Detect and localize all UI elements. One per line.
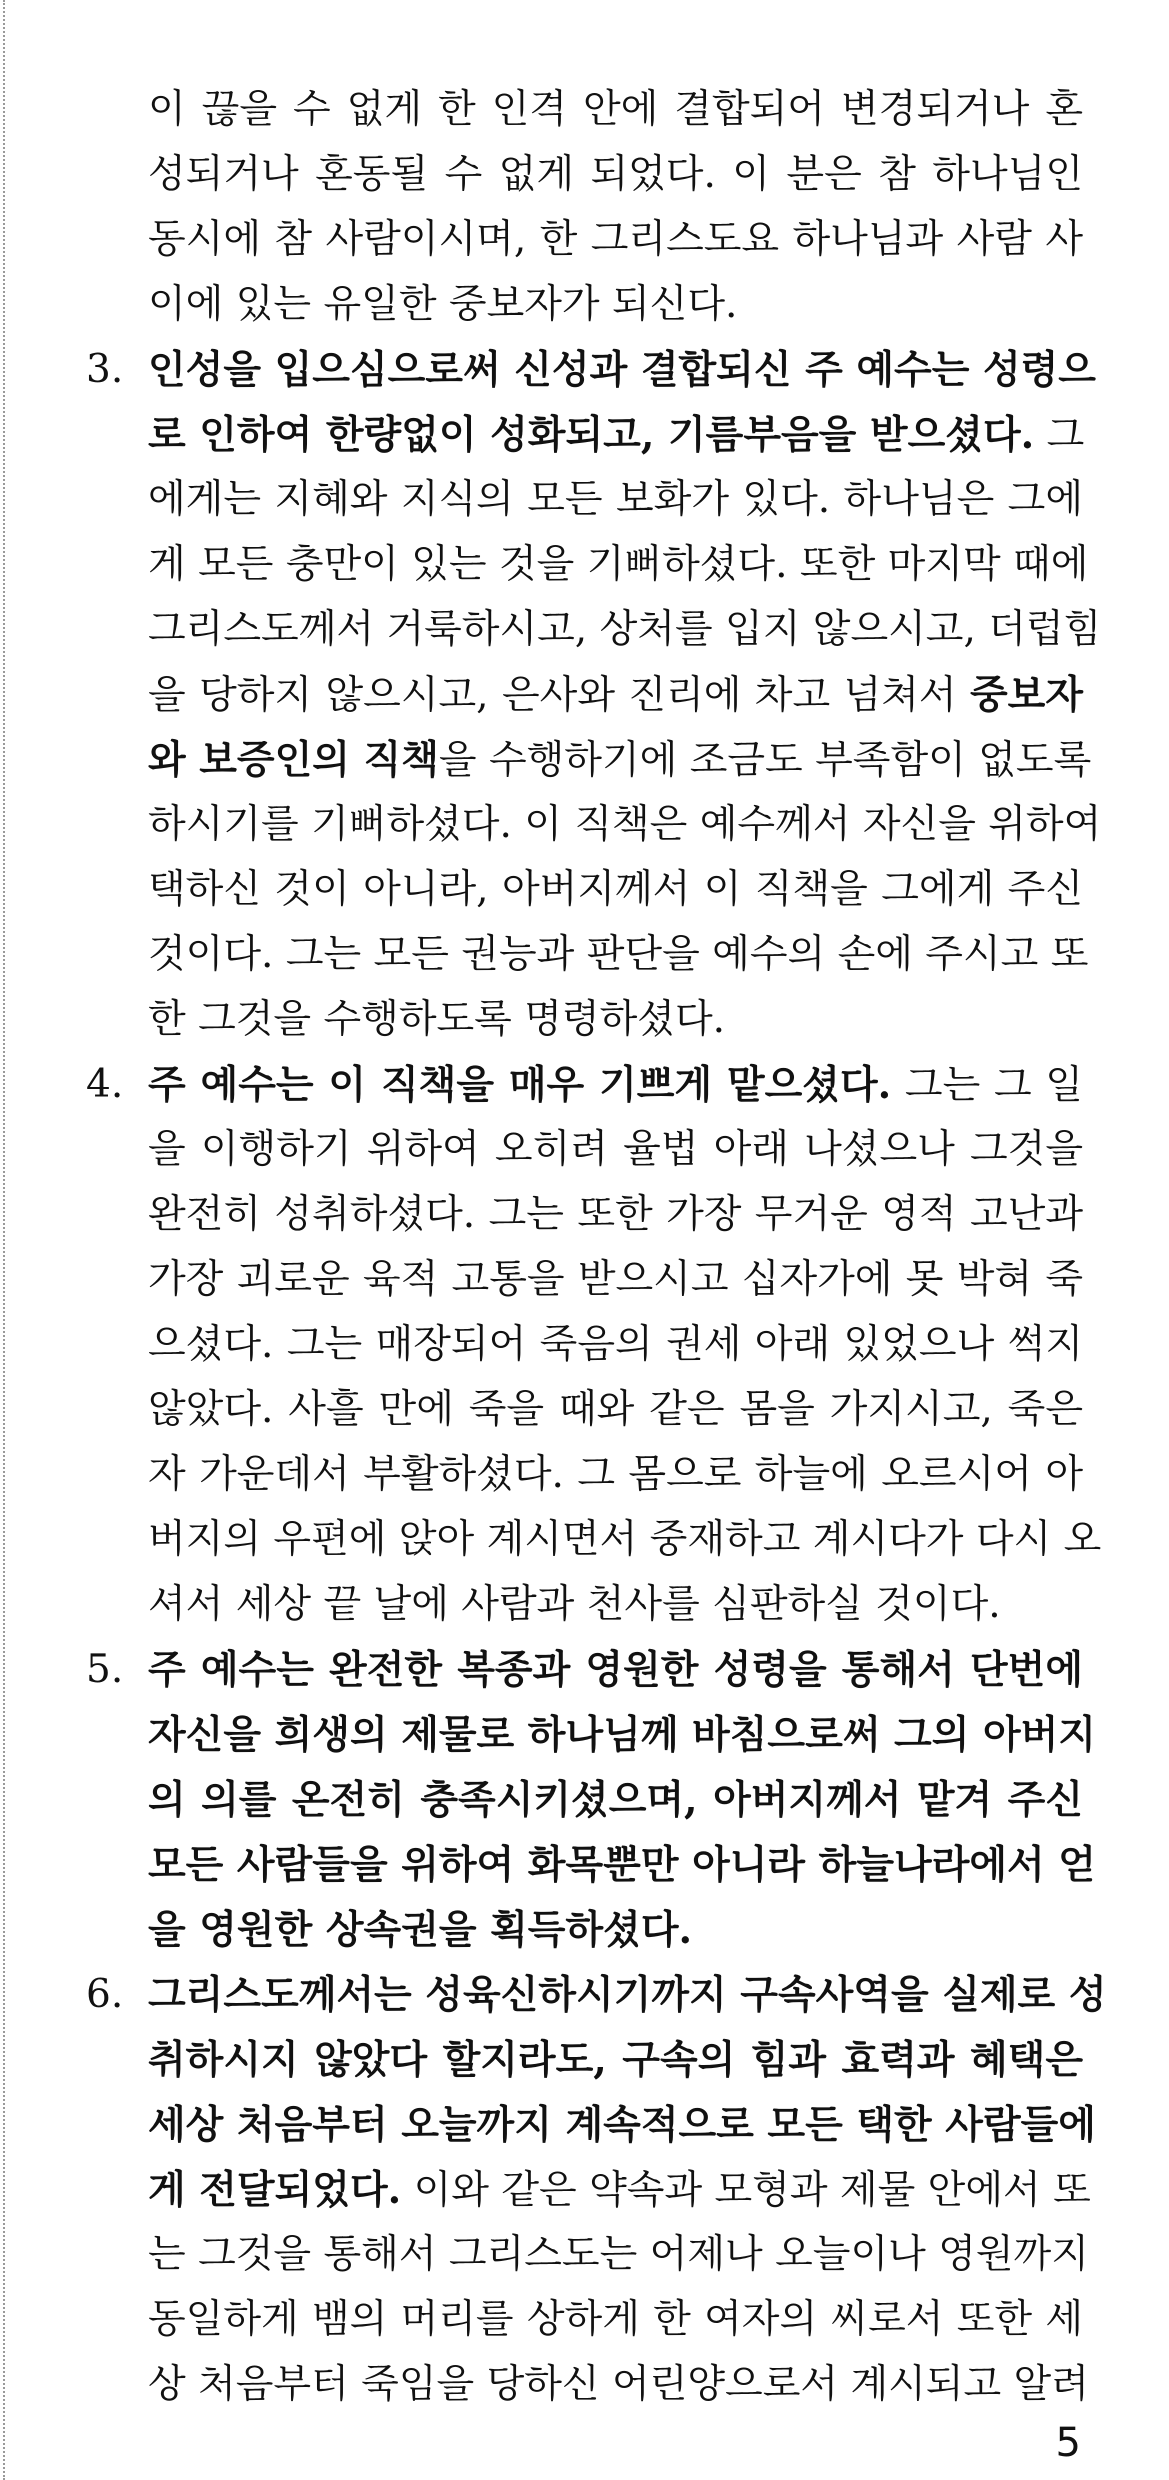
text-run: 으셨다. 그는 매장되어 죽음의 권세 아래 있었으나 썩지 [148, 1322, 1083, 1367]
item-3-line-4 [148, 533, 1089, 597]
bold-run: 인성을 입으심으로써 신성과 결합되신 주 예수는 성령으 [148, 347, 1096, 393]
bold-run: 와 보증인의 직책 [148, 737, 439, 783]
item-6-line-5 [148, 2223, 1089, 2287]
intro-line-3 [148, 208, 1083, 272]
text-run: 는 그것을 통해서 그리스도는 어제나 오늘이나 영원까지 [148, 2232, 1089, 2277]
item-4-line-8 [148, 1508, 1102, 1572]
item-3-number: 3. [86, 347, 124, 392]
text-run: 그 [1034, 413, 1085, 458]
item-3-line-5 [148, 598, 1102, 662]
item-4-line-1 [148, 1053, 1083, 1117]
item-3-line-2 [148, 403, 1083, 467]
bold-run: 자신을 희생의 제물로 하나님께 바침으로써 그의 아버지 [148, 1712, 1096, 1758]
text-run: 이에 있는 유일한 중보자가 되신다. [148, 282, 738, 327]
text-run: 게 모든 충만이 있는 것을 기뻐하셨다. 또한 마지막 때에 [148, 542, 1089, 587]
text-run: 그리스도께서 거룩하시고, 상처를 입지 않으시고, 더럽힘 [148, 607, 1102, 652]
margin-dotted-line [3, 0, 5, 2480]
bold-run: 세상 처음부터 오늘까지 계속적으로 모든 택한 사람들에 [148, 2102, 1096, 2148]
text-run: 완전히 성취하셨다. 그는 또한 가장 무거운 영적 고난과 [148, 1192, 1083, 1237]
bold-run: 취하시지 않았다 할지라도, 구속의 힘과 효력과 혜택은 [148, 2037, 1083, 2083]
text-run: 상 처음부터 죽임을 당하신 어린양으로서 계시되고 알려 [148, 2362, 1089, 2407]
text-run: 그는 그 일 [891, 1063, 1083, 1108]
bold-run: 모든 사람들을 위하여 화목뿐만 아니라 하늘나라에서 얻 [148, 1842, 1096, 1888]
item-5-line-3 [148, 1768, 1083, 1832]
item-4-line-7 [148, 1443, 1083, 1507]
text-run: 에게는 지혜와 지식의 모든 보화가 있다. 하나님은 그에 [148, 477, 1083, 522]
item-3-line-6 [148, 663, 1083, 727]
bold-run: 을 영원한 상속권을 획득하셨다. [148, 1907, 693, 1953]
text-run: 이 끊을 수 없게 한 인격 안에 결합되어 변경되거나 혼 [148, 87, 1083, 132]
text-run: 을 당하지 않으시고, 은사와 진리에 차고 넘쳐서 [148, 673, 970, 718]
text-run: 이와 같은 약속과 모형과 제물 안에서 또 [401, 2168, 1091, 2213]
item-4-line-5 [148, 1313, 1083, 1377]
item-3-line-3 [148, 468, 1083, 532]
item-3-line-11 [148, 988, 1083, 1052]
item-6-line-3 [148, 2093, 1096, 2157]
item-4-line-4 [148, 1248, 1083, 1312]
page-number: 5 [1055, 2420, 1081, 2466]
intro-line-4 [148, 273, 1083, 337]
item-5-line-2 [148, 1703, 1096, 1767]
text-run: 가장 괴로운 육적 고통을 받으시고 십자가에 못 박혀 죽 [148, 1257, 1083, 1302]
text-run: 을 수행하기에 조금도 부족함이 없도록 [438, 738, 1092, 783]
text-run: 성되거나 혼동될 수 없게 되었다. 이 분은 참 하나님인 [148, 152, 1083, 197]
item-6-line-2 [148, 2028, 1083, 2092]
bold-run: 그리스도께서는 성육신하시기까지 구속사역을 실제로 성 [148, 1972, 1107, 2018]
intro-line-2 [148, 143, 1083, 207]
text-run: 셔서 세상 끝 날에 사람과 천사를 심판하실 것이다. [148, 1582, 1001, 1627]
item-6-line-1 [148, 1963, 1107, 2027]
item-3-line-10 [148, 923, 1089, 987]
text-run: 버지의 우편에 앉아 계시면서 중재하고 계시다가 다시 오 [148, 1517, 1102, 1562]
text-run: 않았다. 사흘 만에 죽을 때와 같은 몸을 가지시고, 죽은 [148, 1387, 1083, 1432]
text-run: 한 그것을 수행하도록 명령하셨다. [148, 997, 726, 1042]
text-run: 동시에 참 사람이시며, 한 그리스도요 하나님과 사람 사 [148, 217, 1083, 262]
item-4-line-9 [148, 1573, 1083, 1637]
item-6-line-4 [148, 2158, 1091, 2222]
bold-run: 게 전달되었다. [148, 2167, 402, 2213]
item-6-number: 6. [86, 1972, 124, 2017]
text-run: 택하신 것이 아니라, 아버지께서 이 직책을 그에게 주신 [148, 867, 1083, 912]
item-4-line-3 [148, 1183, 1083, 1247]
item-5-line-4 [148, 1833, 1096, 1897]
item-5-number: 5. [86, 1647, 124, 1692]
text-run: 을 이행하기 위하여 오히려 율법 아래 나셨으나 그것을 [148, 1127, 1083, 1172]
item-3-line-1 [148, 338, 1096, 402]
item-4-line-6 [148, 1378, 1083, 1442]
text-run: 자 가운데서 부활하셨다. 그 몸으로 하늘에 오르시어 아 [148, 1452, 1083, 1497]
item-5-line-1 [148, 1638, 1083, 1702]
item-3-line-8 [148, 793, 1102, 857]
item-6-line-7 [148, 2353, 1089, 2417]
item-3-line-7 [148, 728, 1092, 792]
bold-run: 주 예수는 이 직책을 매우 기쁘게 맡으셨다. [148, 1062, 892, 1108]
text-run: 동일하게 뱀의 머리를 상하게 한 여자의 씨로서 또한 세 [148, 2297, 1083, 2342]
text-run: 것이다. 그는 모든 권능과 판단을 예수의 손에 주시고 또 [148, 932, 1089, 977]
text-run: 하시기를 기뻐하셨다. 이 직책은 예수께서 자신을 위하여 [148, 802, 1102, 847]
bold-run: 주 예수는 완전한 복종과 영원한 성령을 통해서 단번에 [148, 1647, 1083, 1693]
intro-line-1 [148, 78, 1083, 142]
bold-run: 로 인하여 한량없이 성화되고, 기름부음을 받으셨다. [148, 412, 1035, 458]
item-5-line-5 [148, 1898, 1083, 1962]
bold-run: 중보자 [969, 672, 1083, 718]
item-3-line-9 [148, 858, 1083, 922]
item-4-line-2 [148, 1118, 1083, 1182]
item-6-line-6 [148, 2288, 1083, 2352]
bold-run: 의 의를 온전히 충족시키셨으며, 아버지께서 맡겨 주신 [148, 1777, 1083, 1823]
item-4-number: 4. [86, 1062, 124, 1107]
